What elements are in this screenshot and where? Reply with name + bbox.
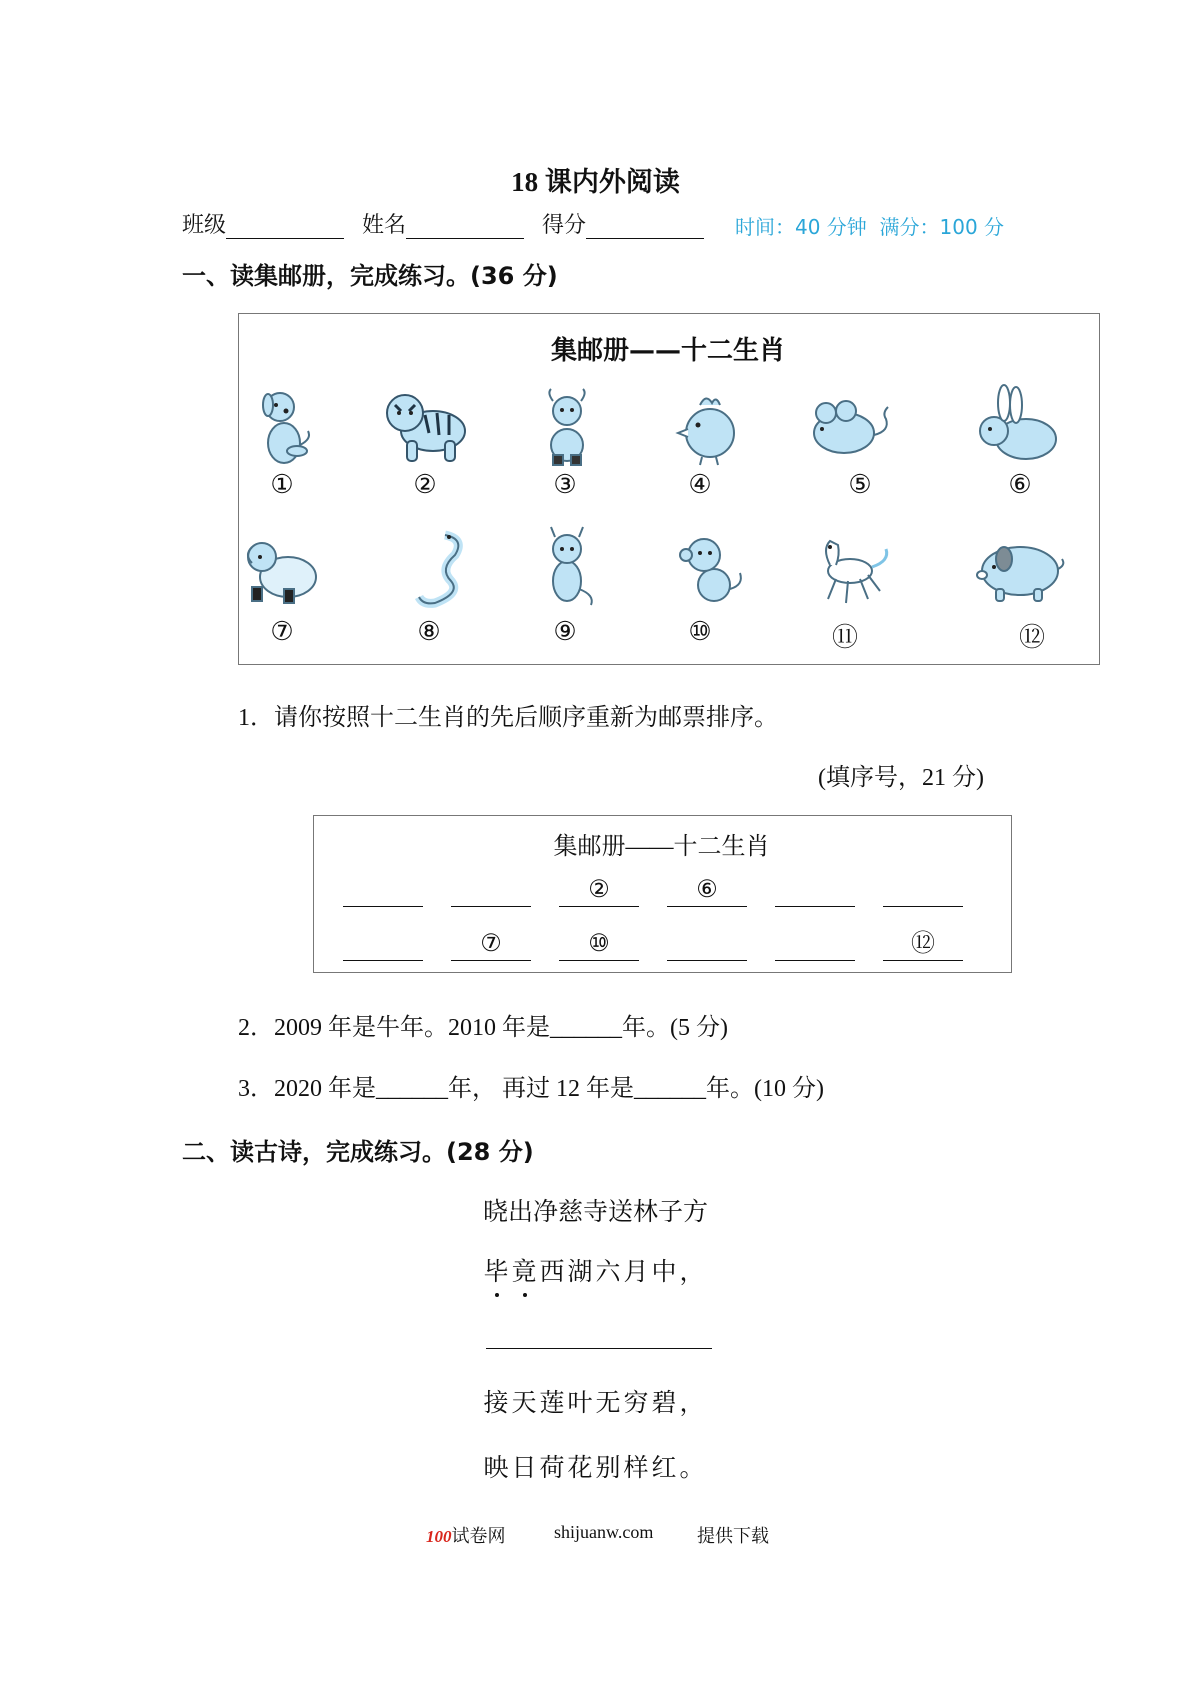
- sheep-icon: [232, 525, 332, 610]
- site-name: 试卷网: [451, 1526, 506, 1546]
- answer-slot[interactable]: [883, 876, 963, 907]
- full-score-note: 满分：100 分: [879, 215, 1005, 239]
- answer-slot[interactable]: ⑩: [559, 930, 639, 961]
- stamp-number: ④: [688, 470, 712, 499]
- answer-slot[interactable]: [343, 876, 423, 907]
- site-logo: 100: [426, 1527, 452, 1546]
- score-label: 得分: [542, 213, 587, 238]
- stamp-number: ⑪: [831, 623, 858, 652]
- stamp-album-title: 集邮册——十二生肖: [550, 336, 785, 366]
- answer-slot[interactable]: ②: [559, 876, 639, 907]
- answer-slot[interactable]: ⑫: [883, 930, 963, 961]
- section1-heading: 一、读集邮册，完成练习。(36 分): [182, 262, 558, 290]
- poem-line-4: 映日荷花别样红。: [483, 1455, 708, 1482]
- question-1-points: (填序号，21 分): [818, 765, 984, 791]
- answer-slot[interactable]: [775, 876, 855, 907]
- name-blank[interactable]: [406, 238, 524, 239]
- footer-url[interactable]: shijuanw.com: [554, 1522, 654, 1542]
- name-label: 姓名: [362, 213, 407, 238]
- stamp-number: ⑫: [1018, 623, 1045, 652]
- poem-line-1: [0, 1252, 1191, 1288]
- stamp-number: ②: [413, 470, 437, 499]
- stamp-number: ⑧: [417, 617, 441, 646]
- question-2: 2．2009 年是牛年。2010 年是______年。(5 分): [238, 1015, 728, 1041]
- score-field: [542, 208, 704, 239]
- time-note: 时间：40 分钟: [735, 215, 867, 239]
- name-field: [362, 208, 524, 239]
- horse-icon: [800, 525, 900, 610]
- answer-slot[interactable]: [343, 930, 423, 961]
- question-3: 3．2020 年是______年， 再过 12 年是______年。(10 分): [238, 1076, 824, 1102]
- footer-note: 提供下载: [697, 1526, 769, 1546]
- footer-brand: [426, 1522, 506, 1548]
- section2-heading: 二、读古诗，完成练习。(28 分): [182, 1138, 534, 1166]
- stamp-number: ⑩: [688, 617, 712, 646]
- score-blank[interactable]: [586, 238, 704, 239]
- exam-note: [735, 211, 1004, 240]
- question-1: 1．请你按照十二生肖的先后顺序重新为邮票排序。: [238, 705, 778, 731]
- stamp-number: ③: [553, 470, 577, 499]
- dragon-icon: [517, 525, 617, 610]
- answer-slot[interactable]: ⑦: [451, 930, 531, 961]
- class-label: 班级: [182, 213, 227, 238]
- stamp-number: ⑤: [848, 470, 872, 499]
- rabbit-icon: [968, 383, 1068, 468]
- poem-line-1-dotted: [483, 1259, 539, 1286]
- answer-slot[interactable]: [775, 930, 855, 961]
- tiger-icon: [375, 383, 475, 468]
- answer-slot[interactable]: ⑥: [667, 876, 747, 907]
- poem-blank-line[interactable]: [486, 1316, 712, 1349]
- class-blank[interactable]: [226, 238, 344, 239]
- stamp-number: ⑥: [1008, 470, 1032, 499]
- page-title: 18 课内外阅读: [511, 167, 680, 197]
- stamp-number: ⑦: [270, 617, 294, 646]
- poem-line-3: 接天莲叶无穷碧，: [483, 1390, 708, 1417]
- stamp-number: ⑨: [553, 617, 577, 646]
- answer-box-title: 集邮册——十二生肖: [553, 834, 770, 860]
- rooster-icon: [660, 383, 760, 468]
- dotted-char: 竟: [511, 1252, 539, 1288]
- dog-icon: [232, 383, 332, 468]
- ox-icon: [517, 383, 617, 468]
- pig-icon: [968, 525, 1068, 610]
- monkey-icon: [660, 525, 760, 610]
- class-field: [182, 208, 344, 239]
- answer-slot[interactable]: [667, 930, 747, 961]
- poem-line-1-rest: 西湖六月中，: [539, 1259, 708, 1286]
- poem-title: 晓出净慈寺送林子方: [482, 1197, 708, 1226]
- answer-slot[interactable]: [451, 876, 531, 907]
- stamp-number: ①: [270, 470, 294, 499]
- rat-icon: [800, 383, 900, 468]
- snake-icon: [395, 525, 495, 610]
- dotted-char: 毕: [483, 1252, 511, 1288]
